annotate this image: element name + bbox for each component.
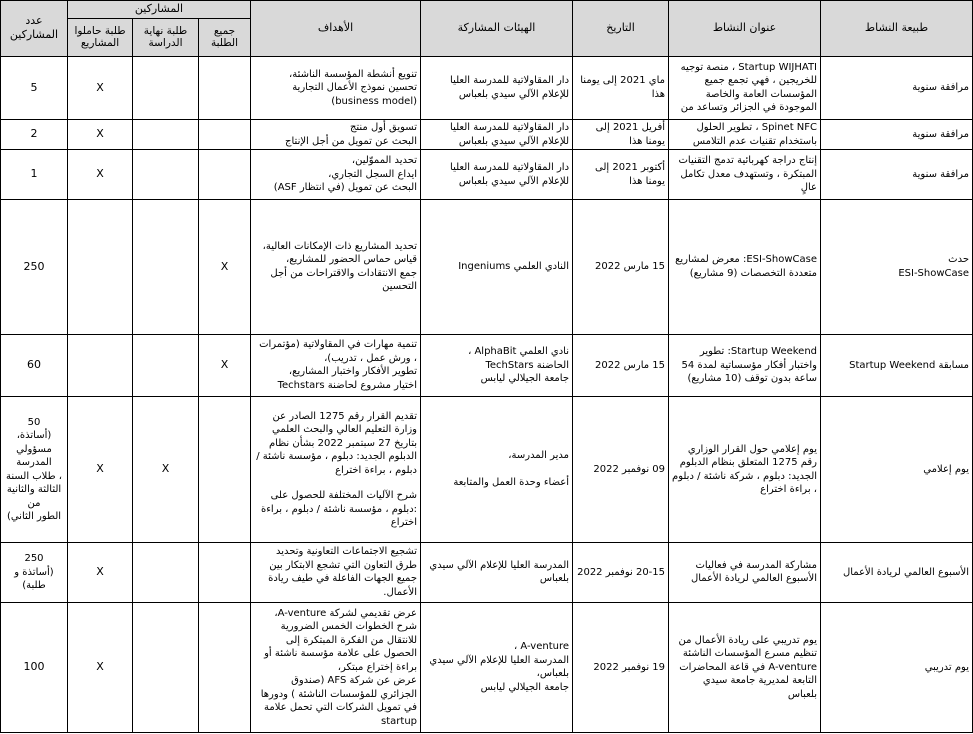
cell-activity-title: Spinet NFC ، تطوير الحلول باستخدام تقنيات عدم التلامس xyxy=(669,120,821,150)
cell-date: 09 نوفمبر 2022 xyxy=(573,396,669,542)
table-row xyxy=(1,56,973,119)
header-participating-bodies: الهيئات المشاركة xyxy=(421,1,573,57)
cell-activity-title: Startup Weekend: تطوير واختبار أفكار مؤسساتية لمدة 54 ساعة بدون توقف (10 مشاريع) xyxy=(669,334,821,396)
cell-participating-bodies: دار المقاولاتية للمدرسة العليا للإعلام الآلي سيدي بلعباس xyxy=(421,56,573,119)
table-row xyxy=(1,602,973,732)
header-all-students: جميع الطلبة xyxy=(199,18,251,56)
cell-all-students xyxy=(199,396,251,542)
cell-project-holders: X xyxy=(68,543,133,602)
cell-project-holders: X xyxy=(68,602,133,732)
cell-participant-count: 2 xyxy=(1,120,68,150)
cell-activity-type: الأسبوع العالمي لريادة الأعمال xyxy=(821,543,973,602)
cell-project-holders: X xyxy=(68,150,133,200)
header-date: التاريخ xyxy=(573,1,669,57)
header-goals: الأهداف xyxy=(251,1,421,57)
cell-participant-count: 60 xyxy=(1,334,68,396)
cell-participating-bodies: المدرسة العليا للإعلام الآلي سيدي بلعباس xyxy=(421,543,573,602)
cell-date: أفريل 2021 إلى يومنا هذا xyxy=(573,120,669,150)
cell-date: 15 مارس 2022 xyxy=(573,334,669,396)
cell-activity-type: مسابقة Startup Weekend xyxy=(821,334,973,396)
cell-activity-title: يوم إعلامي حول القرار الوزاري رقم 1275 المتعلق بنظام الدبلوم الجديد: دبلوم ، شركة ناشئة / دبلوم ، براءة اختراع xyxy=(669,396,821,542)
cell-participating-bodies: مدير المدرسة، أعضاء وحدة العمل والمتابعة xyxy=(421,396,573,542)
cell-participant-count: 100 xyxy=(1,602,68,732)
header-participants: المشاركين xyxy=(68,1,251,19)
cell-activity-type: يوم إعلامي xyxy=(821,396,973,542)
cell-project-holders xyxy=(68,334,133,396)
cell-participating-bodies: A-venture ، المدرسة العليا للإعلام الآلي سيدي بلعباس، جامعة الجيلالي ليابس xyxy=(421,602,573,732)
cell-final-year-students xyxy=(133,543,199,602)
cell-all-students: X xyxy=(199,200,251,334)
cell-activity-title: Startup WIJHATI ، منصة توجيه للخريجين ، فهي تجمع جميع المؤسسات العامة والخاصة الموجودة في الجزائر وتساعد من xyxy=(669,56,821,119)
cell-date: 19 نوفمبر 2022 xyxy=(573,602,669,732)
cell-goals: عرض تقديمي لشركة A-venture، شرح الخطوات الخمس الضرورية للانتقال من الفكرة المبتكرة إلى الحصول على علامة مؤسسة ناشئة أو براءة إختراع مبتكر، عرض عن شركة AFS (صندوق الجزائري للمؤسسات الناشئة ) ودورها في تمويل الشركات التي تحمل علامة startup xyxy=(251,602,421,732)
cell-activity-type: حدث ESI-ShowCase xyxy=(821,200,973,334)
cell-final-year-students xyxy=(133,56,199,119)
cell-project-holders: X xyxy=(68,396,133,542)
cell-project-holders: X xyxy=(68,120,133,150)
header-project-holders: طلبة حاملوا المشاريع xyxy=(68,18,133,56)
table-row xyxy=(1,200,973,334)
cell-participant-count: 5 xyxy=(1,56,68,119)
cell-all-students xyxy=(199,150,251,200)
goals-paragraph: شرح الآليات المختلفة للحصول على :دبلوم ، مؤسسة ناشئة / دبلوم ، براءة اختراع xyxy=(260,490,418,529)
cell-participant-count: 1 xyxy=(1,150,68,200)
cell-goals: تسويق أول منتج البحث عن تمويل من أجل الإنتاج xyxy=(251,120,421,150)
cell-date: 15 مارس 2022 xyxy=(573,200,669,334)
cell-project-holders: X xyxy=(68,56,133,119)
cell-activity-type: مرافقة سنوية xyxy=(821,56,973,119)
header-participant-count: عدد المشاركين xyxy=(1,1,68,57)
cell-participant-count: 50 (أساتذة، مسؤولي المدرسة ، طلاب السنة الثالثة والثانية من الطور الثاني) xyxy=(1,396,68,542)
cell-date: أكتوبر 2021 إلى يومنا هذا xyxy=(573,150,669,200)
cell-goals: تحديد المموّلين، ايداع السجل التجاري، البحث عن تمويل (في انتظار ASF) xyxy=(251,150,421,200)
cell-final-year-students: X xyxy=(133,396,199,542)
cell-participant-count: 250 xyxy=(1,200,68,334)
cell-participating-bodies: دار المقاولاتية للمدرسة العليا للإعلام الآلي سيدي بلعباس xyxy=(421,120,573,150)
cell-final-year-students xyxy=(133,120,199,150)
cell-activity-title: ESI-ShowCase: معرض لمشاريع متعددة التخصصات (9 مشاريع) xyxy=(669,200,821,334)
cell-participating-bodies: نادي العلمي AlphaBit ، الحاضنة TechStars جامعة الجيلالي ليابس xyxy=(421,334,573,396)
goals-paragraph: تقديم القرار رقم 1275 الصادر عن وزارة التعليم العالي والبحث العلمي بتاريخ 27 سبتمبر 2022 بشأن نظام الدبلوم الجديد: دبلوم ، مؤسسة ناشئة / دبلوم ، براءة اختراع xyxy=(256,410,418,476)
cell-participating-bodies: النادي العلمي Ingeniums xyxy=(421,200,573,334)
table-row xyxy=(1,150,973,200)
cell-all-students xyxy=(199,120,251,150)
cell-final-year-students xyxy=(133,200,199,334)
cell-date: ماي 2021 إلى يومنا هذا xyxy=(573,56,669,119)
cell-date: 20-15 نوفمبر 2022 xyxy=(573,543,669,602)
cell-project-holders xyxy=(68,200,133,334)
table-row xyxy=(1,543,973,602)
cell-participating-bodies: دار المقاولاتية للمدرسة العليا للإعلام الآلي سيدي بلعباس xyxy=(421,150,573,200)
cell-goals xyxy=(251,396,421,542)
header-activity-title: عنوان النشاط xyxy=(669,1,821,57)
cell-goals: تحديد المشاريع ذات الإمكانات العالية، قياس حماس الحضور للمشاريع، جمع الانتقادات والاقتراحات من أجل التحسين xyxy=(251,200,421,334)
cell-activity-title: إنتاج دراجة كهربائية تدمج التقنيات المبتكرة ، وتستهدف معدل تكامل عالٍ xyxy=(669,150,821,200)
cell-activity-title: يوم تدريبي على ريادة الأعمال من تنظيم مسرع المؤسسات الناشئة A-venture في قاعة المحاضرات التابعة لمديرية جامعة سيدي بلعباس xyxy=(669,602,821,732)
cell-final-year-students xyxy=(133,150,199,200)
cell-final-year-students xyxy=(133,334,199,396)
table-row xyxy=(1,334,973,396)
cell-all-students: X xyxy=(199,334,251,396)
cell-final-year-students xyxy=(133,602,199,732)
cell-goals: تنويع أنشطة المؤسسة الناشئة، تحسين نموذج الأعمال التجارية (business model) xyxy=(251,56,421,119)
cell-activity-type: يوم تدريبي xyxy=(821,602,973,732)
cell-goals: تشجيع الاجتماعات التعاونية وتحديد طرق التعاون التي تشجع الابتكار بين جميع الجهات الفاعلة في طيف ريادة الأعمال. xyxy=(251,543,421,602)
header-activity-type: طبيعة النشاط xyxy=(821,1,973,57)
table-row xyxy=(1,396,973,542)
cell-all-students xyxy=(199,602,251,732)
table-row xyxy=(1,120,973,150)
cell-activity-type: مرافقة سنوية xyxy=(821,120,973,150)
cell-participant-count: 250 (أساتذة و طلبة) xyxy=(1,543,68,602)
cell-goals: تنمية مهارات في المقاولاتية (مؤتمرات ، ورش عمل ، تدريب)، تطوير الأفكار واختبار المشاريع، اختيار مشروع لحاضنة Techstars xyxy=(251,334,421,396)
cell-activity-type: مرافقة سنوية xyxy=(821,150,973,200)
cell-activity-title: مشاركة المدرسة في فعاليات الأسبوع العالمي لريادة الأعمال xyxy=(669,543,821,602)
cell-all-students xyxy=(199,56,251,119)
cell-all-students xyxy=(199,543,251,602)
header-final-year-students: طلبة نهاية الدراسة xyxy=(133,18,199,56)
